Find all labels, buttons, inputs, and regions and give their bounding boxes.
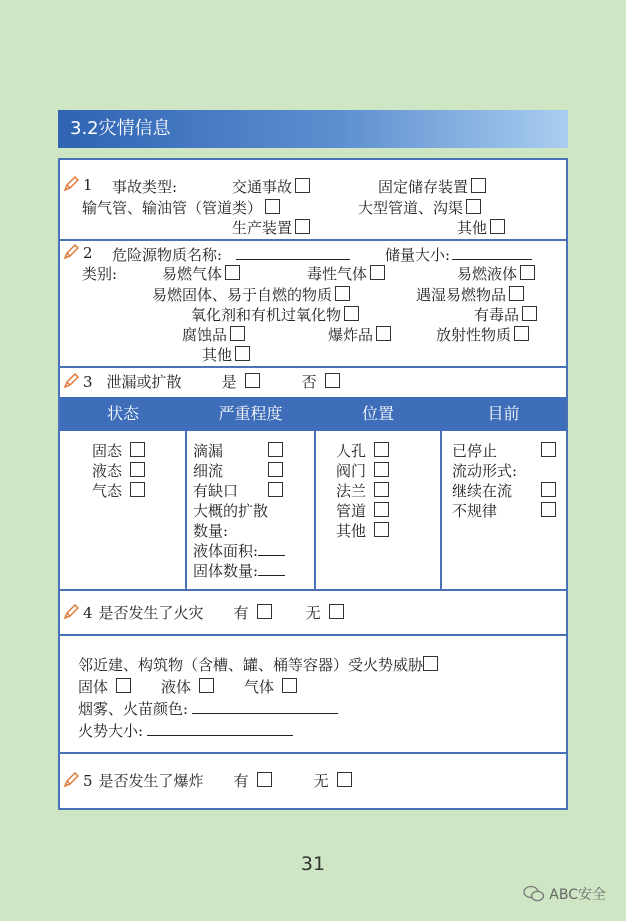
q1-other-checkbox[interactable] xyxy=(490,219,505,234)
q1-storage xyxy=(378,176,486,197)
q1-production-checkbox[interactable] xyxy=(295,219,310,234)
q1-pipeline xyxy=(82,197,280,218)
q2-flammable-solid xyxy=(152,284,350,305)
q4-no-checkbox[interactable] xyxy=(329,604,344,619)
q1-line1 xyxy=(63,176,93,194)
q4-smoke-label: 烟雾、火苗颜色: xyxy=(78,700,189,718)
q4-smoke xyxy=(78,698,338,719)
q2-flammable-gas-checkbox[interactable] xyxy=(225,265,240,280)
state-liquid-checkbox[interactable] xyxy=(130,462,145,477)
q1-traffic-checkbox[interactable] xyxy=(295,178,310,193)
q5-label: 是否发生了爆炸 xyxy=(98,772,204,790)
pencil-icon xyxy=(63,604,79,620)
severity-drip-checkbox[interactable] xyxy=(268,442,283,457)
q1-traffic-label: 交通事故 xyxy=(232,178,293,196)
pencil-icon xyxy=(63,244,79,260)
current-continue-checkbox[interactable] xyxy=(541,482,556,497)
table-header-severity: 严重程度 xyxy=(218,404,283,423)
position-valve xyxy=(336,460,389,481)
position-flange xyxy=(336,480,389,501)
q2-toxic xyxy=(474,304,537,325)
q2-toxic-checkbox[interactable] xyxy=(522,306,537,321)
position-other xyxy=(336,520,389,541)
q2-flammable-liquid-label: 易燃液体 xyxy=(457,265,518,283)
q2-storage-label: 储量大小: xyxy=(385,246,451,264)
q4-label: 是否发生了火灾 xyxy=(98,604,204,622)
pencil-icon xyxy=(63,373,79,389)
position-flange-label: 法兰 xyxy=(336,482,367,500)
q2-other-checkbox[interactable] xyxy=(235,346,250,361)
q2-radioactive-checkbox[interactable] xyxy=(514,326,529,341)
state-solid xyxy=(92,440,145,461)
severity-breach-checkbox[interactable] xyxy=(268,482,283,497)
position-flange-checkbox[interactable] xyxy=(374,482,389,497)
q1-pipeline-label: 输气管、输油管（管道类） xyxy=(82,199,263,217)
q5-no-checkbox[interactable] xyxy=(337,772,352,787)
state-liquid-label: 液态 xyxy=(92,462,123,480)
q4-yes-checkbox[interactable] xyxy=(257,604,272,619)
q2-explosive xyxy=(328,324,391,345)
divider xyxy=(60,634,566,636)
q2-toxic-gas-label: 毒性气体 xyxy=(307,265,368,283)
current-stopped-label: 已停止 xyxy=(452,442,498,460)
q5-yes-label: 有 xyxy=(233,772,249,790)
q2-flammable-solid-checkbox[interactable] xyxy=(335,286,350,301)
table-header-position: 位置 xyxy=(361,404,394,423)
severity-solid-qty xyxy=(193,560,285,581)
severity-liquid-area xyxy=(193,540,285,561)
divider xyxy=(60,589,566,591)
q2-flammable-solid-label: 易燃固体、易于自燃的物质 xyxy=(152,286,333,304)
q5-line xyxy=(63,770,352,791)
q1-other-label: 其他 xyxy=(457,219,488,237)
q2-number: 2 xyxy=(83,244,93,262)
pencil-icon xyxy=(63,176,79,192)
q2-name xyxy=(112,244,350,265)
q4-size-field[interactable] xyxy=(147,723,293,736)
divider xyxy=(60,239,566,241)
q4-gas-checkbox[interactable] xyxy=(282,678,297,693)
position-manhole xyxy=(336,440,389,461)
current-stopped-checkbox[interactable] xyxy=(541,442,556,457)
q2-corrosive-checkbox[interactable] xyxy=(230,326,245,341)
incident-form xyxy=(58,158,568,810)
q4-size-label: 火势大小: xyxy=(78,722,144,740)
position-other-checkbox[interactable] xyxy=(374,522,389,537)
position-valve-checkbox[interactable] xyxy=(374,462,389,477)
column-divider xyxy=(440,431,442,589)
pencil-icon xyxy=(63,772,79,788)
q4-liquid-label: 液体 xyxy=(161,678,192,696)
position-manhole-label: 人孔 xyxy=(336,442,367,460)
q1-storage-checkbox[interactable] xyxy=(471,178,486,193)
table-header-state: 状态 xyxy=(106,404,139,423)
q5-no-label: 无 xyxy=(313,772,329,790)
state-gas-checkbox[interactable] xyxy=(130,482,145,497)
divider xyxy=(60,752,566,754)
severity-trickle-label: 细流 xyxy=(193,462,224,480)
q2-toxic-gas xyxy=(307,263,385,284)
q1-large-pipe-checkbox[interactable] xyxy=(466,199,481,214)
q2-radioactive xyxy=(436,324,529,345)
q2-line1 xyxy=(63,244,93,262)
q1-number: 1 xyxy=(83,176,93,194)
q2-corrosive-label: 腐蚀品 xyxy=(182,326,228,344)
state-solid-label: 固态 xyxy=(92,442,123,460)
q4-threat-label: 邻近建、构筑物（含槽、罐、桶等容器）受火势威胁 xyxy=(78,656,424,674)
severity-trickle-checkbox[interactable] xyxy=(268,462,283,477)
q2-flammable-gas-label: 易燃气体 xyxy=(162,265,223,283)
severity-breach xyxy=(193,480,283,501)
state-liquid xyxy=(92,460,145,481)
column-divider xyxy=(185,431,187,589)
q2-oxidizer xyxy=(191,304,359,325)
q4-no-label: 无 xyxy=(305,604,321,622)
q1-production xyxy=(232,217,310,238)
severity-breach-label: 有缺口 xyxy=(193,482,239,500)
divider xyxy=(60,366,566,368)
q2-other xyxy=(202,344,250,365)
q4-gas-label: 气体 xyxy=(244,678,275,696)
q2-wet-checkbox[interactable] xyxy=(509,286,524,301)
severity-liquid-area-label: 液体面积: xyxy=(193,542,259,560)
current-irregular-label: 不规律 xyxy=(452,502,498,520)
q4-size xyxy=(78,720,293,741)
severity-drip-label: 滴漏 xyxy=(193,442,224,460)
q2-flammable-liquid-checkbox[interactable] xyxy=(520,265,535,280)
state-solid-checkbox[interactable] xyxy=(130,442,145,457)
q1-production-label: 生产装置 xyxy=(232,219,293,237)
q2-wet-label: 遇湿易燃物品 xyxy=(416,286,507,304)
q5-number: 5 xyxy=(83,772,93,790)
q1-large-pipe xyxy=(358,197,481,218)
watermark-text: ABC安全 xyxy=(549,887,606,903)
q2-name-label: 危险源物质名称: xyxy=(112,246,223,264)
q3-no-label: 否 xyxy=(301,373,317,391)
severity-approx: 大概的扩散 xyxy=(193,502,269,520)
q2-flammable-liquid xyxy=(457,263,535,284)
q3-line xyxy=(63,371,340,392)
table-header xyxy=(60,397,566,431)
q3-yes-label: 是 xyxy=(221,373,237,391)
q2-flammable-gas xyxy=(162,263,240,284)
q2-wet xyxy=(416,284,524,305)
q4-materials xyxy=(78,676,297,697)
section-title: 3.2灾情信息 xyxy=(70,118,171,139)
severity-solid-qty-label: 固体数量: xyxy=(193,562,259,580)
q1-storage-label: 固定储存装置 xyxy=(378,178,469,196)
q2-storage xyxy=(385,244,532,265)
position-pipe xyxy=(336,500,389,521)
q2-explosive-checkbox[interactable] xyxy=(376,326,391,341)
section-title-bar xyxy=(58,110,568,148)
severity-drip xyxy=(193,440,283,461)
q1-traffic xyxy=(232,176,310,197)
wechat-icon xyxy=(523,885,545,903)
q1-other xyxy=(457,217,505,238)
q1-label: 事故类型: xyxy=(112,178,178,196)
q5-yes-checkbox[interactable] xyxy=(257,772,272,787)
position-pipe-checkbox[interactable] xyxy=(374,502,389,517)
position-pipe-label: 管道 xyxy=(336,502,367,520)
severity-solid-qty-field[interactable] xyxy=(258,563,285,576)
q2-oxidizer-checkbox[interactable] xyxy=(344,306,359,321)
current-stopped xyxy=(452,440,556,461)
q2-oxidizer-label: 氧化剂和有机过氧化物 xyxy=(191,306,342,324)
position-other-label: 其他 xyxy=(336,522,367,540)
q2-other-label: 其他 xyxy=(202,346,233,364)
q3-number: 3 xyxy=(83,373,93,391)
q2-corrosive xyxy=(182,324,245,345)
q2-name-field[interactable] xyxy=(236,247,350,260)
table-header-current: 目前 xyxy=(487,404,520,423)
q2-toxic-label: 有毒品 xyxy=(474,306,520,324)
q2-category-label: 类别: xyxy=(82,265,118,283)
state-gas xyxy=(92,480,145,501)
current-continue xyxy=(452,480,556,501)
q4-solid-label: 固体 xyxy=(78,678,109,696)
position-valve-label: 阀门 xyxy=(336,462,367,480)
current-flow: 流动形式: xyxy=(452,462,518,480)
severity-qty: 数量: xyxy=(193,522,229,540)
current-continue-label: 继续在流 xyxy=(452,482,513,500)
q4-solid-checkbox[interactable] xyxy=(116,678,131,693)
watermark xyxy=(523,884,606,904)
position-manhole-checkbox[interactable] xyxy=(374,442,389,457)
q4-yes-label: 有 xyxy=(233,604,249,622)
q4-line xyxy=(63,602,344,623)
severity-trickle xyxy=(193,460,283,481)
q3-no-checkbox[interactable] xyxy=(325,373,340,388)
q4-threat-checkbox[interactable] xyxy=(423,656,438,671)
q2-toxic-gas-checkbox[interactable] xyxy=(370,265,385,280)
q2-radioactive-label: 放射性物质 xyxy=(436,326,512,344)
column-divider xyxy=(314,431,316,589)
current-irregular-checkbox[interactable] xyxy=(541,502,556,517)
q4-threat xyxy=(78,654,438,675)
q4-liquid-checkbox[interactable] xyxy=(199,678,214,693)
current-irregular xyxy=(452,500,556,521)
q2-storage-field[interactable] xyxy=(452,247,532,260)
q1-large-pipe-label: 大型管道、沟渠 xyxy=(358,199,464,217)
q1-pipeline-checkbox[interactable] xyxy=(265,199,280,214)
state-gas-label: 气态 xyxy=(92,482,123,500)
q4-number: 4 xyxy=(83,604,93,622)
severity-liquid-area-field[interactable] xyxy=(258,543,285,556)
q4-smoke-field[interactable] xyxy=(192,701,338,714)
q3-label: 泄漏或扩散 xyxy=(106,373,182,391)
page-number: 31 xyxy=(300,853,326,875)
q2-explosive-label: 爆炸品 xyxy=(328,326,374,344)
q3-yes-checkbox[interactable] xyxy=(245,373,260,388)
